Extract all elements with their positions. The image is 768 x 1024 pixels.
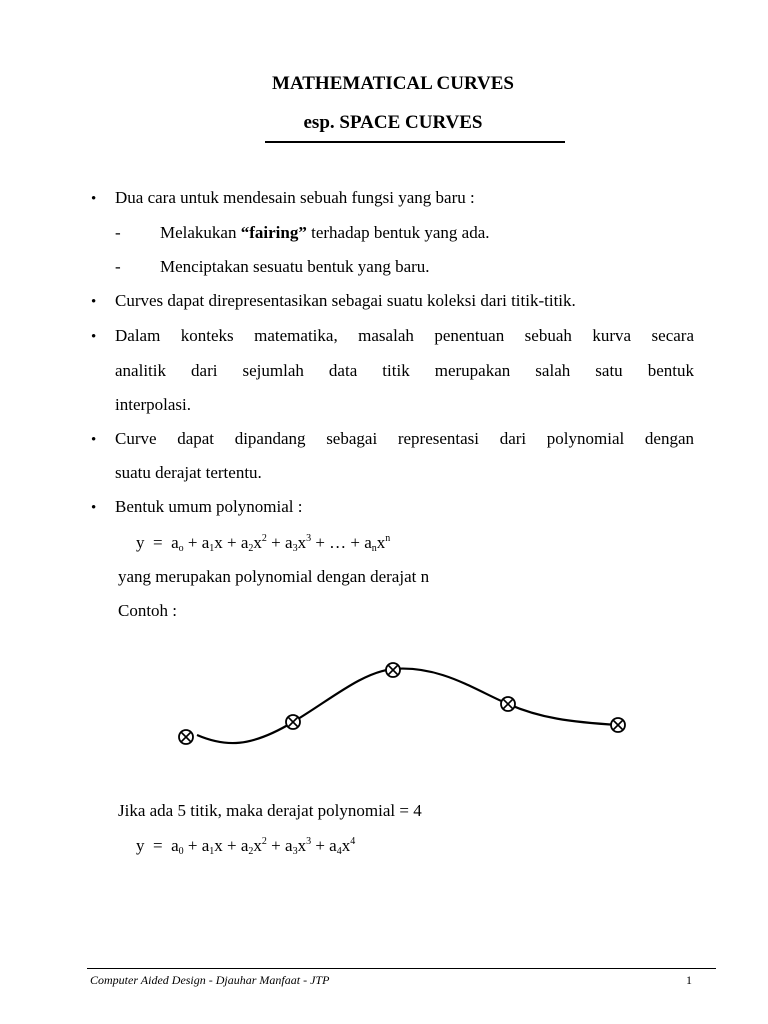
bullet-marker: • (91, 294, 97, 310)
data-point-marker (611, 718, 625, 732)
dash-text-new-form: Menciptakan sesuatu bentuk yang baru. (160, 257, 430, 276)
text-example-label: Contoh : (118, 601, 178, 620)
dash-text-fairing-pre: Melakukan (160, 223, 241, 242)
bullet-text-general-form: Bentuk umum polynomial : (115, 497, 303, 516)
bullet-text-math-context-line2: analitik dari sejumlah data titik merupakan salah satu bentuk (115, 361, 694, 380)
page-title: MATHEMATICAL CURVES (272, 73, 514, 94)
page-subtitle: esp. SPACE CURVES (303, 112, 483, 133)
bullet-text-polynomial-line1: Curve dapat dipandang sebagai representasi dari polynomial dengan (115, 429, 694, 448)
bullet-marker: • (91, 329, 97, 345)
page-number: 1 (686, 973, 692, 987)
bullet-text-math-context-line3: interpolasi. (115, 395, 192, 414)
data-point-marker (286, 715, 300, 729)
equation-general-polynomial: $y = a_o + a_1x + a_2x^2 + a_3x^3$ + … + $a_nx^n$ (136, 533, 391, 554)
bullet-marker: • (91, 500, 97, 516)
equation-degree-four: $y = a_0 + a_1x + a_2x^2 + a_3x^3 + a_4x^4$ (136, 836, 356, 857)
data-point-marker (386, 663, 400, 677)
data-point-marker (501, 697, 515, 711)
footer-rule (87, 968, 716, 969)
bullet-text-math-context-line1: Dalam konteks matematika, masalah penentuan sebuah kurva secara (115, 326, 694, 345)
data-point-marker (179, 730, 193, 744)
bullet-marker: • (91, 432, 97, 448)
dash-marker: - (115, 223, 121, 242)
bullet-text-polynomial-line2: suatu derajat tertentu. (115, 463, 262, 482)
fairing-term: “fairing” (240, 223, 307, 242)
dash-text-fairing-post: terhadap bentuk yang ada. (306, 223, 490, 242)
footer-text: Computer Aided Design - Djauhar Manfaat - JTP (90, 973, 330, 987)
bullet-text-design-methods: Dua cara untuk mendesain sebuah fungsi yang baru : (115, 188, 475, 207)
text-polynomial-degree: yang merupakan polynomial dengan derajat n (118, 567, 430, 586)
dash-marker: - (115, 257, 121, 276)
text-five-points: Jika ada 5 titik, maka derajat polynomial = 4 (118, 801, 422, 820)
interpolated-curve (197, 669, 618, 744)
bullet-text-curves-points: Curves dapat direpresentasikan sebagai suatu koleksi dari titik-titik. (115, 291, 576, 310)
bullet-marker: • (91, 191, 97, 207)
